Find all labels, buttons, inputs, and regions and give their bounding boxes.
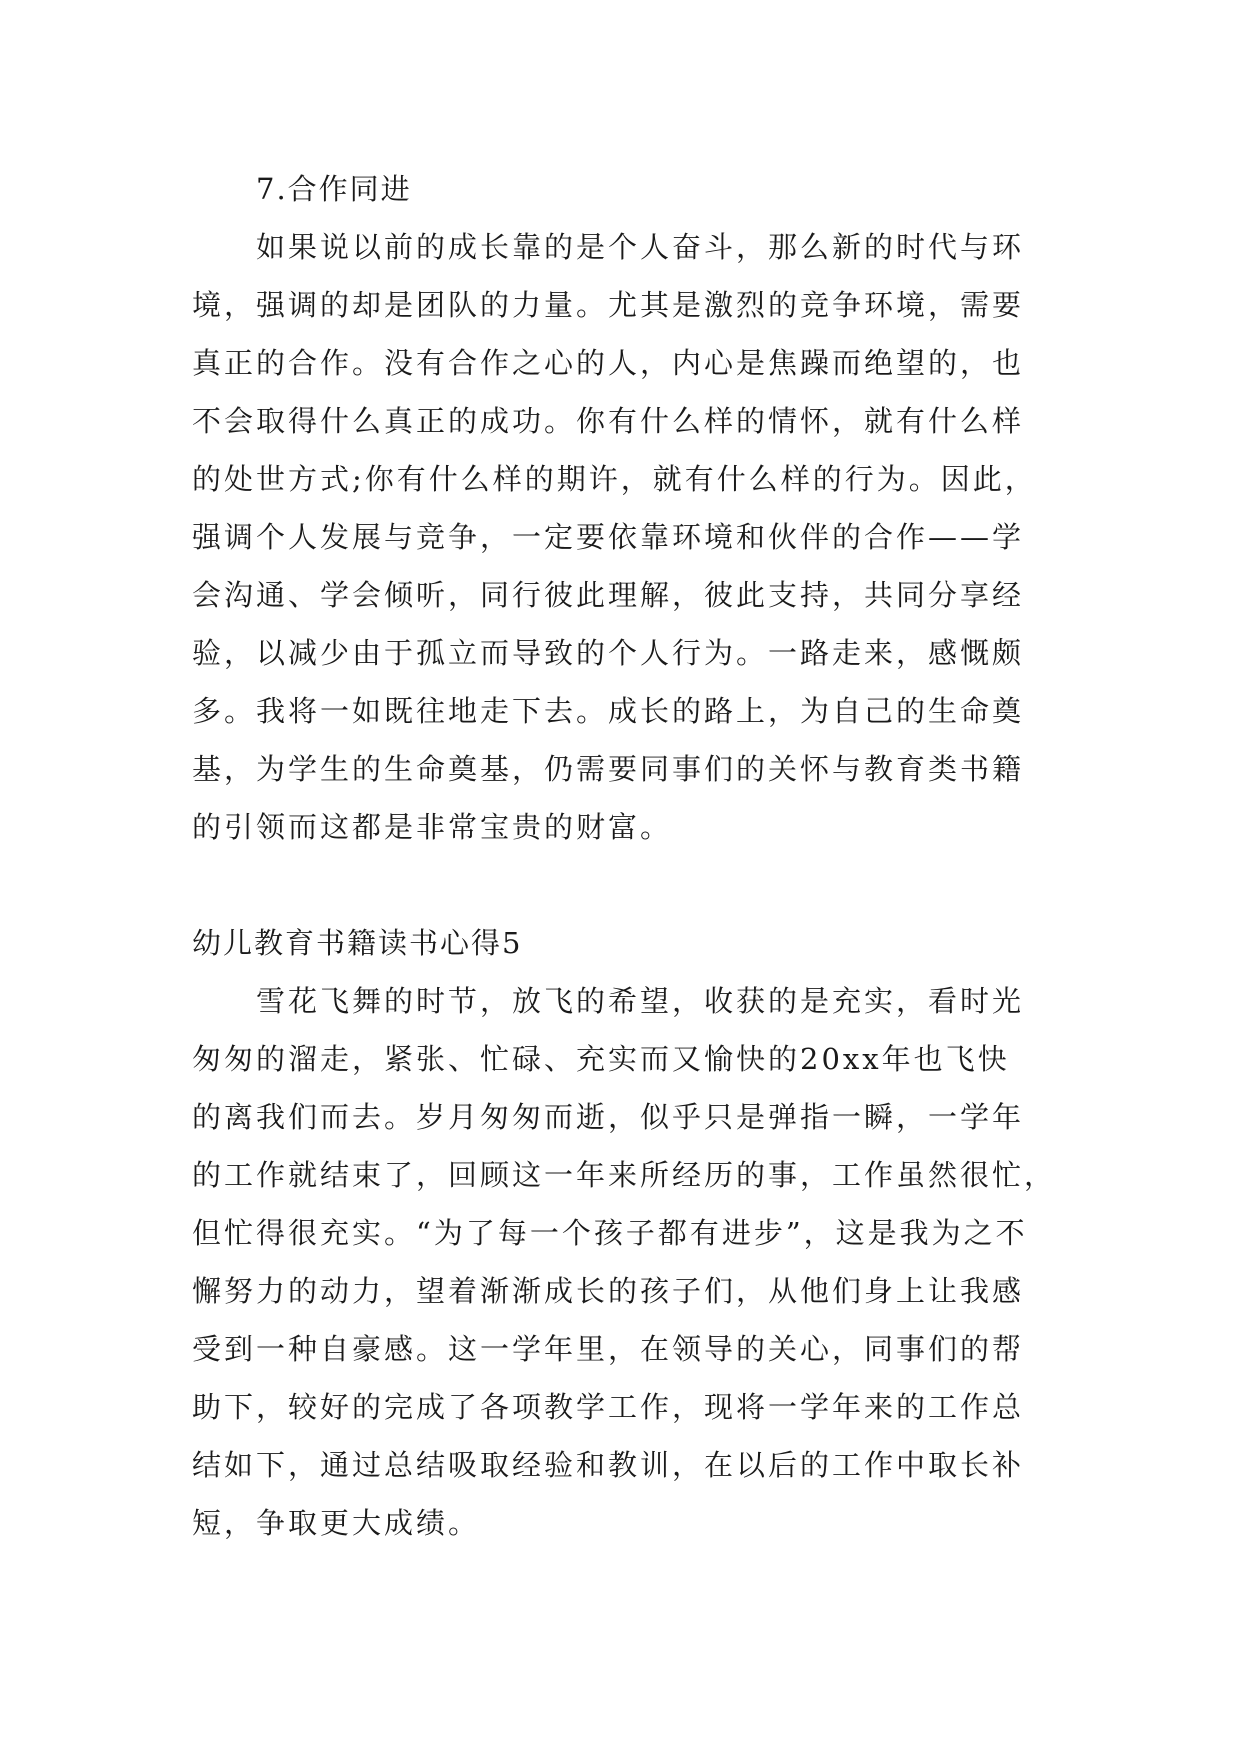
document-body xyxy=(192,160,1057,1552)
paragraph-line: 助下，较好的完成了各项教学工作，现将一学年来的工作总 xyxy=(192,1390,1025,1424)
article-title: 幼儿教育书籍读书心得5 xyxy=(192,926,523,960)
paragraph-line: 受到一种自豪感。这一学年里，在领导的关心，同事们的帮 xyxy=(192,1332,1025,1366)
paragraph-line: 但忙得很充实。“为了每一个孩子都有进步”，这是我为之不 xyxy=(192,1216,1028,1250)
paragraph-line: 匆匆的溜走，紧张、忙碌、充实而又愉快的20xx年也飞快 xyxy=(192,1042,1010,1076)
paragraph-line: 短，争取更大成绩。 xyxy=(192,1506,481,1540)
paragraph-line: 不会取得什么真正的成功。你有什么样的情怀，就有什么样 xyxy=(192,404,1025,438)
paragraph-line: 真正的合作。没有合作之心的人，内心是焦躁而绝望的，也 xyxy=(192,346,1025,380)
section-spacer xyxy=(192,856,1054,914)
paragraph-line: 的工作就结束了，回顾这一年来所经历的事，工作虽然很忙， xyxy=(192,1158,1057,1192)
article-paragraph xyxy=(192,972,1057,1552)
section-heading: 7.合作同进 xyxy=(256,172,412,206)
paragraph-line: 如果说以前的成长靠的是个人奋斗，那么新的时代与环 xyxy=(256,230,1025,264)
paragraph-line: 雪花飞舞的时节，放飞的希望，收获的是充实，看时光 xyxy=(256,984,1025,1018)
section-paragraph xyxy=(192,218,1054,856)
paragraph-line: 的引领而这都是非常宝贵的财富。 xyxy=(192,810,673,844)
paragraph-line: 强调个人发展与竞争，一定要依靠环境和伙伴的合作——学 xyxy=(192,520,1025,554)
paragraph-line: 会沟通、学会倾听，同行彼此理解，彼此支持，共同分享经 xyxy=(192,578,1025,612)
paragraph-line: 的离我们而去。岁月匆匆而逝，似乎只是弹指一瞬，一学年 xyxy=(192,1100,1025,1134)
paragraph-line: 的处世方式;你有什么样的期许，就有什么样的行为。因此， xyxy=(192,462,1037,496)
paragraph-line: 基，为学生的生命奠基，仍需要同事们的关怀与教育类书籍 xyxy=(192,752,1025,786)
paragraph-line: 多。我将一如既往地走下去。成长的路上，为自己的生命奠 xyxy=(192,694,1025,728)
paragraph-line: 验，以减少由于孤立而导致的个人行为。一路走来，感慨颇 xyxy=(192,636,1025,670)
paragraph-line: 境，强调的却是团队的力量。尤其是激烈的竞争环境，需要 xyxy=(192,288,1025,322)
paragraph-line: 结如下，通过总结吸取经验和教训，在以后的工作中取长补 xyxy=(192,1448,1025,1482)
paragraph-line: 懈努力的动力，望着渐渐成长的孩子们，从他们身上让我感 xyxy=(192,1274,1025,1308)
